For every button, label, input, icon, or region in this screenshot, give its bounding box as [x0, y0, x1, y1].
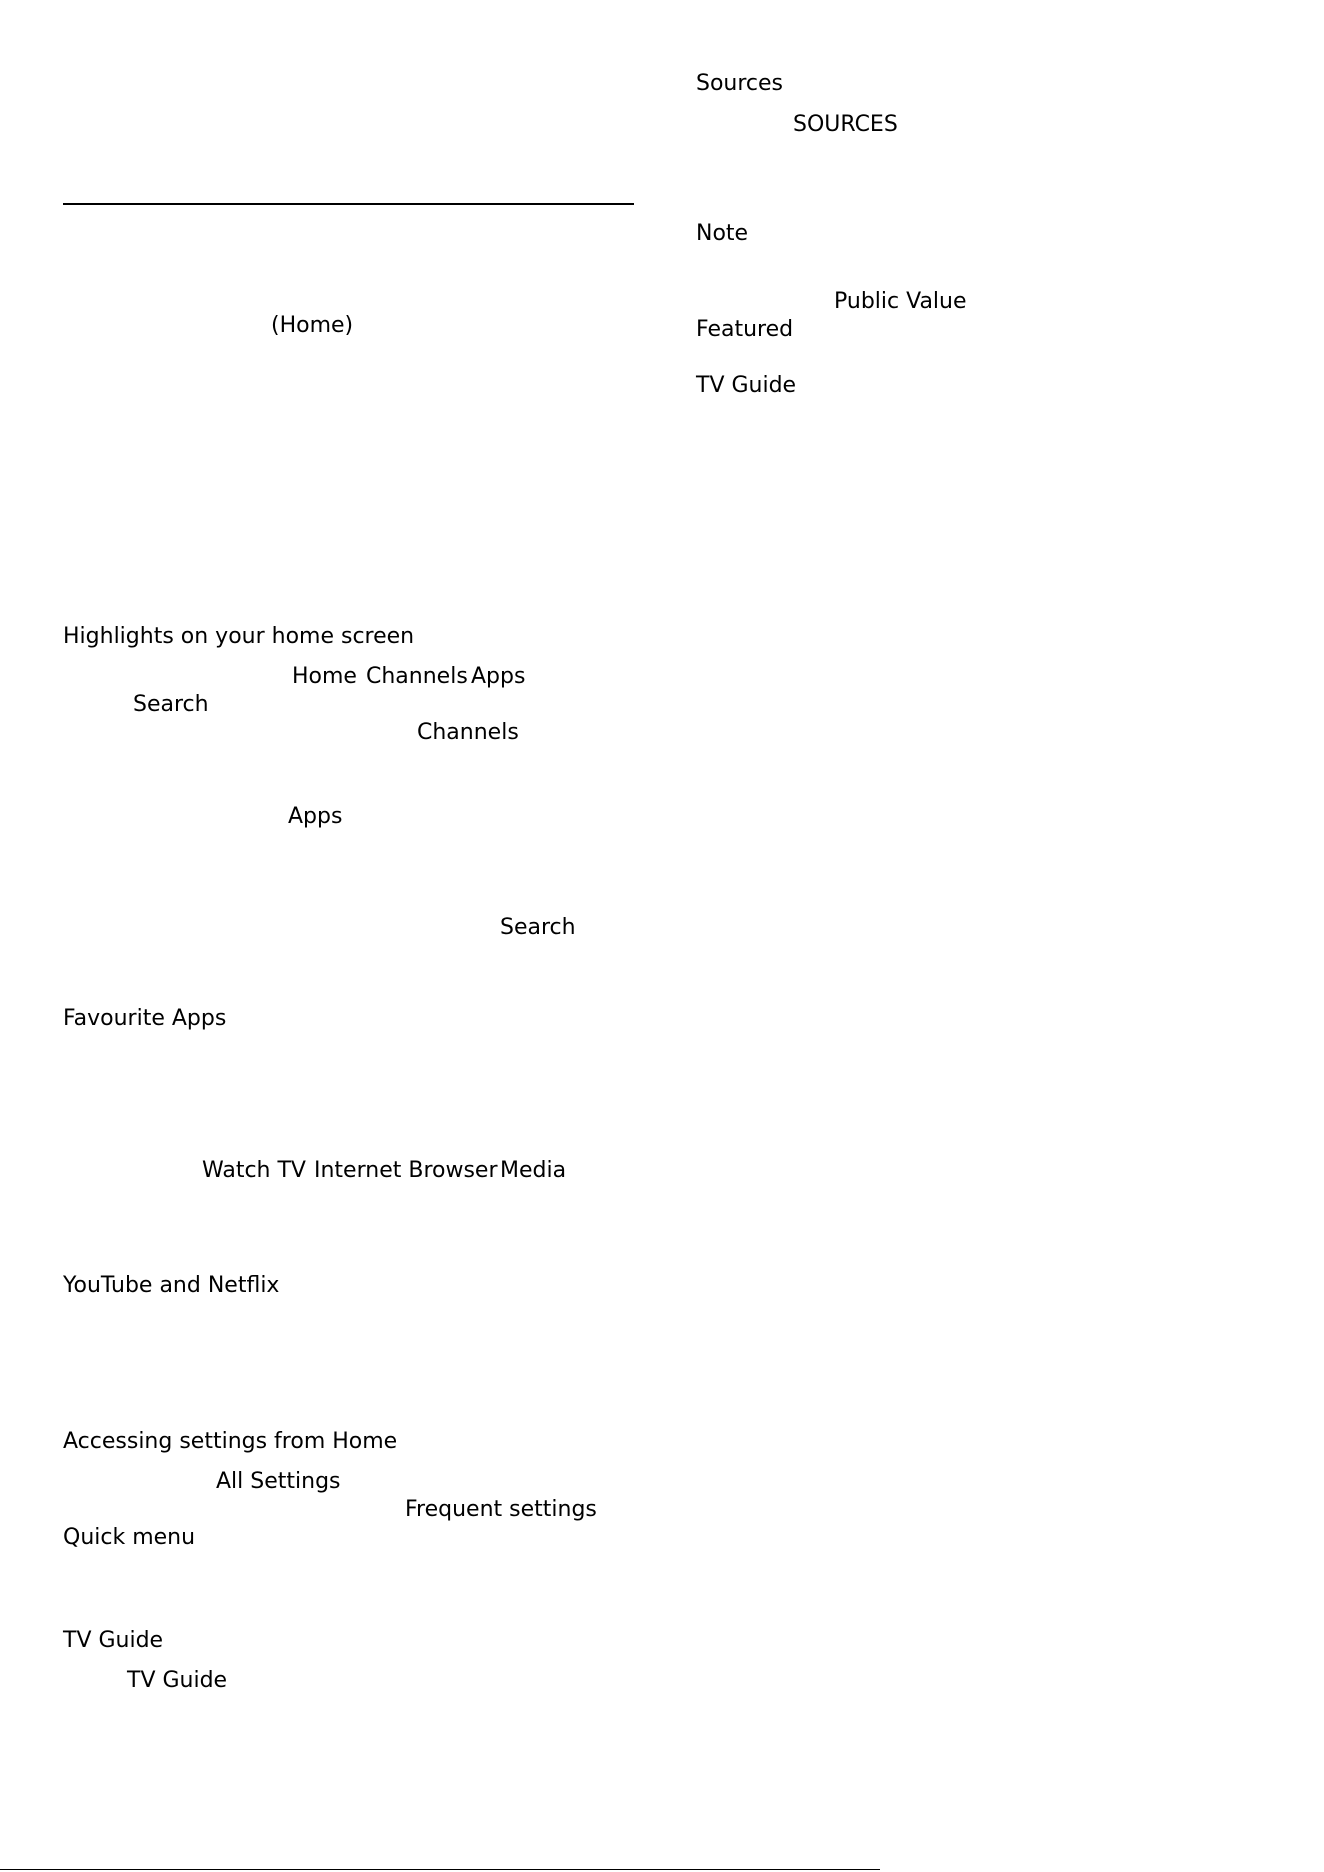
youtube-netflix-heading: YouTube and Netflix	[63, 1273, 280, 1298]
internet-browser-label: Internet Browser	[314, 1158, 498, 1183]
quick-menu-label: Quick menu	[63, 1525, 196, 1550]
search-ref: Search	[500, 915, 576, 940]
frequent-settings-label: Frequent settings	[405, 1497, 597, 1522]
media-label: Media	[500, 1158, 567, 1183]
highlights-heading: Highlights on your home screen	[63, 624, 415, 649]
apps-ref: Apps	[288, 804, 343, 829]
note-heading: Note	[696, 221, 749, 246]
tv-guide-right-label: TV Guide	[696, 373, 797, 398]
footer-rule	[0, 1869, 880, 1870]
section-divider	[63, 203, 634, 205]
home-paren-label: (Home)	[271, 313, 354, 338]
tv-guide-heading: TV Guide	[63, 1628, 164, 1653]
tab-channels-label: Channels	[366, 664, 468, 689]
public-value-label: Public Value	[834, 289, 967, 314]
tv-guide-ref: TV Guide	[127, 1668, 228, 1693]
tab-home-label: Home	[292, 664, 357, 689]
featured-label: Featured	[696, 317, 794, 342]
tab-search-label: Search	[133, 692, 209, 717]
favourite-apps-heading: Favourite Apps	[63, 1006, 227, 1031]
tab-apps-label: Apps	[471, 664, 526, 689]
sources-heading: Sources	[696, 71, 784, 96]
watch-tv-label: Watch TV	[202, 1158, 306, 1183]
accessing-settings-heading: Accessing settings from Home	[63, 1429, 398, 1454]
sources-key-label: SOURCES	[793, 112, 898, 137]
all-settings-label: All Settings	[216, 1469, 341, 1494]
channels-ref: Channels	[417, 720, 519, 745]
